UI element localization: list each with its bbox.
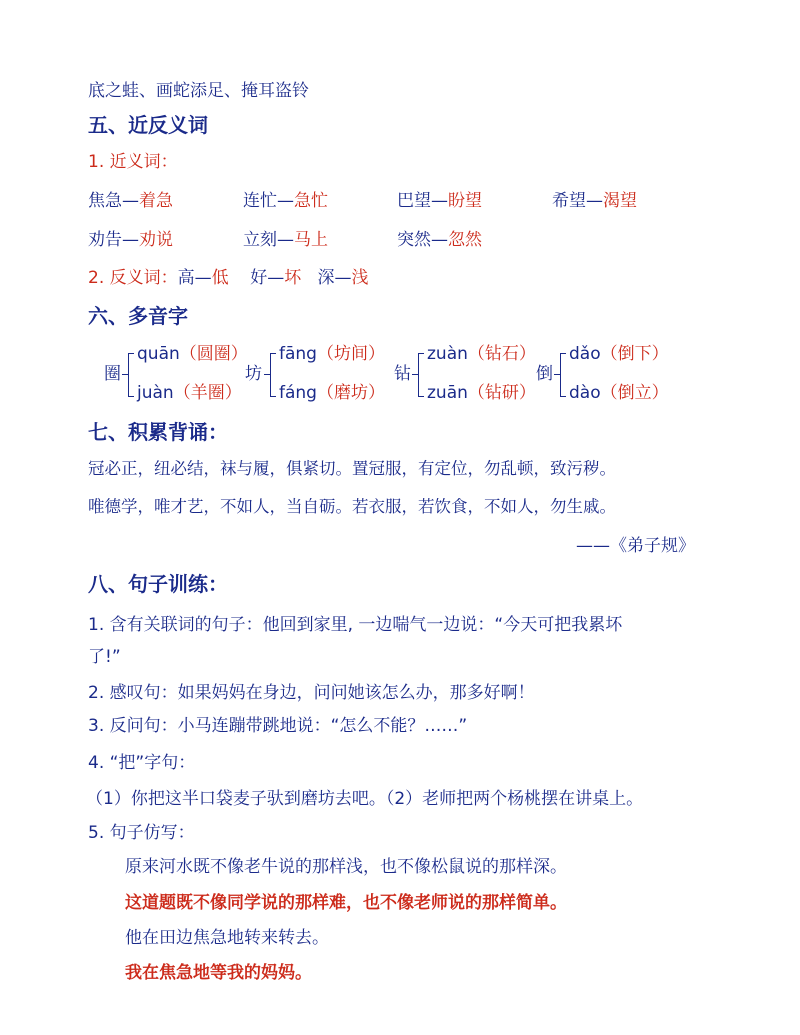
bracket bbox=[560, 353, 566, 397]
polyphone-char: 钻 bbox=[394, 364, 411, 384]
synonym-pair: 焦急—着急 bbox=[88, 191, 173, 211]
bracket bbox=[418, 353, 424, 397]
reading: fáng（磨坊） bbox=[279, 383, 385, 403]
bracket bbox=[128, 353, 134, 397]
bracket bbox=[270, 353, 276, 397]
reading: quān（圆圈） bbox=[137, 344, 248, 364]
synonym-pair: 劝告—劝说 bbox=[88, 230, 173, 250]
synonym-label: 1. 近义词： bbox=[88, 152, 178, 172]
antonym-line: 2. 反义词：高—低 好—坏 深—浅 bbox=[88, 268, 369, 288]
synonym-pair: 连忙—急忙 bbox=[243, 191, 328, 211]
bracket-tick bbox=[122, 374, 128, 375]
recitation-line: 冠必正，纽必结，袜与履，俱紧切。置冠服，有定位，勿乱顿，致污秽。 bbox=[88, 459, 616, 478]
reading: zuān（钻研） bbox=[427, 383, 536, 403]
section6-heading: 六、多音字 bbox=[88, 304, 188, 328]
bracket-tick bbox=[554, 374, 560, 375]
imitation-example: 他在田边焦急地转来转去。 bbox=[125, 928, 329, 948]
sentence-item: 2. 感叹句：如果妈妈在身边，问问她该怎么办，那多好啊！ bbox=[88, 683, 535, 703]
ba-sentences: （1）你把这半口袋麦子驮到磨坊去吧。（2）老师把两个杨桃摆在讲桌上。 bbox=[86, 789, 644, 809]
section7-heading: 七、积累背诵： bbox=[88, 420, 228, 444]
reading: juàn（羊圈） bbox=[137, 383, 242, 403]
synonym-pair: 希望—渴望 bbox=[552, 191, 637, 211]
sentence-item: 3. 反问句：小马连蹦带跳地说：“怎么不能？……” bbox=[88, 716, 468, 736]
synonym-pair: 巴望—盼望 bbox=[397, 191, 482, 211]
reading: dào（倒立） bbox=[569, 383, 669, 403]
imitation-example: 原来河水既不像老牛说的那样浅，也不像松鼠说的那样深。 bbox=[125, 857, 567, 877]
polyphone-char: 圈 bbox=[104, 364, 121, 384]
synonym-pair: 突然—忽然 bbox=[397, 230, 482, 250]
reading: zuàn（钻石） bbox=[427, 344, 536, 364]
synonym-pair: 立刻—马上 bbox=[243, 230, 328, 250]
sentence-item-cont: 了!” bbox=[88, 647, 121, 667]
imitation-answer: 这道题既不像同学说的那样难，也不像老师说的那样简单。 bbox=[125, 893, 567, 913]
imitation-answer: 我在焦急地等我的妈妈。 bbox=[125, 963, 312, 983]
reading: fāng（坊间） bbox=[279, 344, 385, 364]
polyphone-char: 倒 bbox=[536, 364, 553, 384]
section5-heading: 五、近反义词 bbox=[88, 113, 208, 137]
polyphone-char: 坊 bbox=[245, 364, 262, 384]
bracket-tick bbox=[412, 374, 418, 375]
section8-heading: 八、句子训练： bbox=[88, 572, 228, 596]
recitation-line: 唯德学，唯才艺，不如人，当自砺。若衣服，若饮食，不如人，勿生戚。 bbox=[88, 497, 616, 516]
sentence-item: 4. “把”字句： bbox=[88, 753, 196, 773]
sentence-item: 5. 句子仿写： bbox=[88, 823, 195, 843]
sentence-item: 1. 含有关联词的句子：他回到家里, 一边喘气一边说：“今天可把我累坏 bbox=[88, 615, 623, 635]
bracket-tick bbox=[264, 374, 270, 375]
recitation-source: ——《弟子规》 bbox=[576, 536, 695, 556]
reading: dǎo（倒下） bbox=[569, 344, 669, 364]
antonym-label: 2. 反义词： bbox=[88, 268, 178, 288]
intro-idioms: 底之蛙、画蛇添足、掩耳盗铃 bbox=[88, 81, 309, 101]
